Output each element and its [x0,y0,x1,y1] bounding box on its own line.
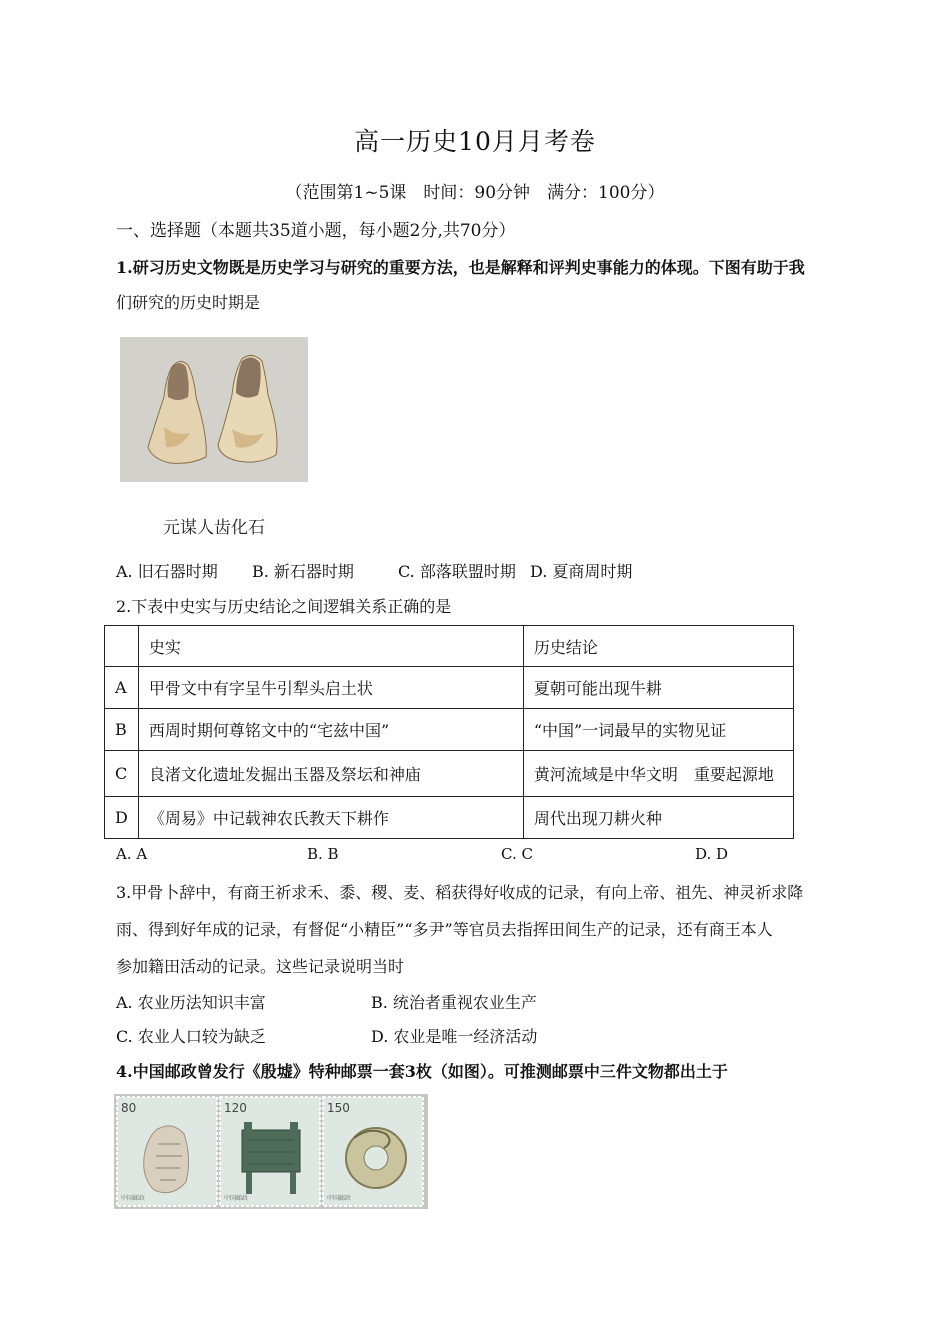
q3-stem-line3: 参加籍田活动的记录。这些记录说明当时 [116,957,405,976]
q2-option-b[interactable]: B. B [307,845,339,863]
table-cell-fact: 西周时期何尊铭文中的“宅兹中国” [138,709,523,751]
q1-image-caption: 元谋人齿化石 [163,518,265,538]
table-row [105,797,794,839]
q4-stem: 4.中国邮政曾发行《殷墟》特种邮票一套3枚（如图）。可推测邮票中三件文物都出土于 [116,1062,728,1081]
q2-stem: 2.下表中史实与历史结论之间逻辑关系正确的是 [116,597,452,616]
stamp-value: 150 [327,1101,350,1115]
q1-option-d[interactable] [530,559,632,582]
table-cell-label: A [105,667,139,709]
table-cell-fact: 甲骨文中有字呈牛引犁头启土状 [138,667,523,709]
q1-option-c-text: C. 部落联盟时期 [398,562,516,581]
table-cell-conclusion: 周代出现刀耕火种 [523,797,793,839]
q2-option-a[interactable]: A. A [116,845,148,863]
q3-option-b[interactable]: B. 统治者重视农业生产 [371,993,537,1012]
table-cell-conclusion: 夏朝可能出现牛耕 [523,667,793,709]
stamp-country: 中国邮政 [121,1195,146,1202]
exam-range: （范围第1~5课 时间：90分钟 满分：100分） [285,183,665,203]
table-cell-label: D [105,797,139,839]
stamp-value: 120 [224,1101,247,1115]
table-row [105,709,794,751]
q1-option-b[interactable] [252,559,354,582]
q1-option-c[interactable] [398,559,516,582]
q3-option-c[interactable]: C. 农业人口较为缺乏 [116,1027,266,1046]
q3-stem-line2: 雨、得到好年成的记录，有督促“小精臣”“多尹”等官员去指挥田间生产的记录，还有商王本人 [116,920,773,939]
q2-table [104,625,794,839]
q1-option-a-text: A. 旧石器时期 [116,562,218,581]
table-cell-label: B [105,709,139,751]
stamp-country: 中国邮政 [327,1195,352,1202]
stamp-country: 中国邮政 [224,1195,249,1202]
tooth-fossil-image [120,337,308,482]
page-title: 高一历史10月月考卷 [354,127,596,156]
table-cell-label: C [105,751,139,797]
table-cell-fact: 《周易》中记载神农氏教天下耕作 [138,797,523,839]
q1-option-d-text: D. 夏商周时期 [530,562,633,581]
stamp-bronze-ding [220,1097,320,1206]
table-cell-fact: 良渚文化遗址发掘出玉器及祭坛和神庙 [138,751,523,797]
q3-option-d[interactable]: D. 农业是唯一经济活动 [371,1027,538,1046]
table-header-cell: 历史结论 [523,626,793,667]
q1-option-a[interactable] [116,559,218,582]
q2-option-c[interactable]: C. C [501,845,533,863]
q1-stem-line2: 们研究的历史时期是 [116,293,261,312]
stamp-jade-dragon [323,1097,423,1206]
q3-option-a[interactable]: A. 农业历法知识丰富 [116,993,266,1012]
stamp-oracle-bone [117,1097,217,1206]
stamp-set-image [114,1094,428,1209]
table-header-row [105,626,794,667]
table-row [105,751,794,797]
table-header-cell: 史实 [138,626,523,667]
table-cell-conclusion: “中国”一词最早的实物见证 [523,709,793,751]
q3-stem-line1: 3.甲骨卜辞中，有商王祈求禾、黍、稷、麦、稻获得好收成的记录，有向上帝、祖先、神灵祈求降 [116,883,804,902]
section-heading: 一、选择题（本题共35道小题，每小题2分,共70分） [116,221,516,241]
table-cell-conclusion: 黄河流域是中华文明 重要起源地 [523,751,793,797]
table-row [105,667,794,709]
stamp-value: 80 [121,1101,137,1115]
q1-option-b-text: B. 新石器时期 [252,562,354,581]
table-header-cell [105,626,139,667]
q2-option-d[interactable]: D. D [695,845,729,863]
q1-stem-line1: 1.研习历史文物既是历史学习与研究的重要方法，也是解释和评判史事能力的体现。下图有助于我 [116,258,805,277]
